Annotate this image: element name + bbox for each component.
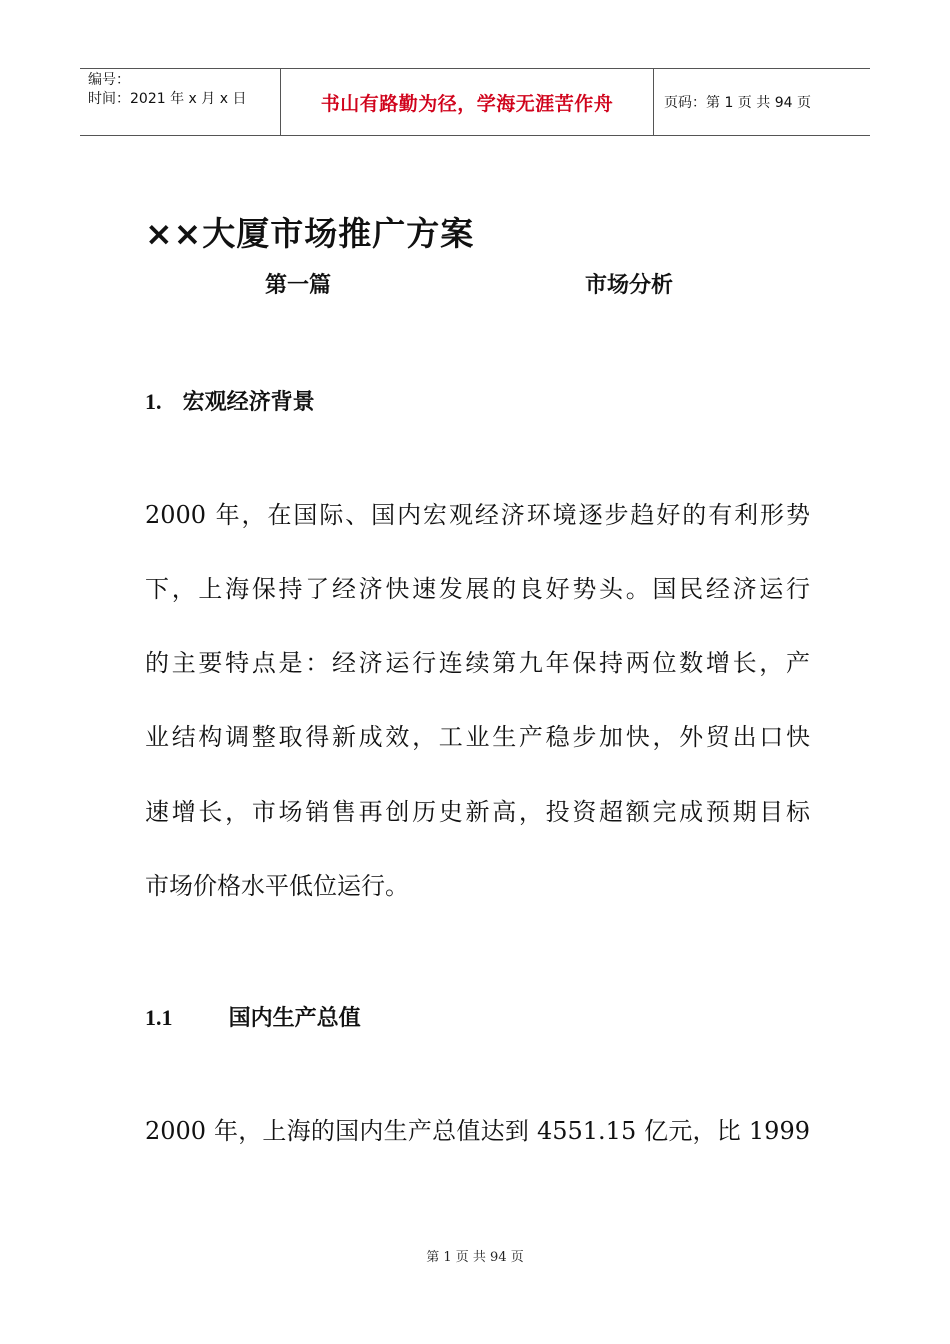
document-header-table — [80, 68, 870, 136]
subsection-heading — [145, 1001, 361, 1032]
section-heading — [145, 385, 315, 416]
date-label: 时间：2021 年 x 月 x 日 — [88, 91, 247, 107]
subsection-title: 国内生产总值 — [228, 1006, 361, 1031]
paragraph-line: 速增长，市场销售再创历史新高，投资超额完成预期目标 — [145, 798, 810, 826]
header-page-info: 页码：第 1 页 共 94 页 — [664, 95, 811, 111]
subsection-number: 1.1 — [145, 1005, 173, 1030]
paragraph-line: 2000 年，在国际、国内宏观经济环境逐步趋好的有利形势 — [145, 501, 810, 529]
document-title: ××大厦市场推广方案 — [145, 214, 475, 253]
section-number: 1. — [145, 389, 162, 414]
page-footer: 第 1 页 共 94 页 — [426, 1250, 524, 1265]
paragraph-line: 下，上海保持了经济快速发展的良好势头。国民经济运行 — [145, 575, 810, 603]
serial-number-label: 编号： — [88, 72, 130, 88]
header-meta-cell — [80, 69, 281, 135]
paragraph-line: 2000 年，上海的国内生产总值达到 4551.15 亿元，比 1999 — [145, 1117, 810, 1145]
header-motto: 书山有路勤为径，学海无涯苦作舟 — [281, 69, 654, 135]
part-title: 市场分析 — [585, 273, 674, 298]
paragraph-line: 业结构调整取得新成效，工业生产稳步加快，外贸出口快 — [145, 723, 810, 751]
section-title: 宏观经济背景 — [182, 390, 315, 415]
part-label: 第一篇 — [265, 273, 332, 298]
paragraph-line: 市场价格水平低位运行。 — [145, 872, 409, 900]
paragraph-line: 的主要特点是：经济运行连续第九年保持两位数增长，产 — [145, 649, 810, 677]
